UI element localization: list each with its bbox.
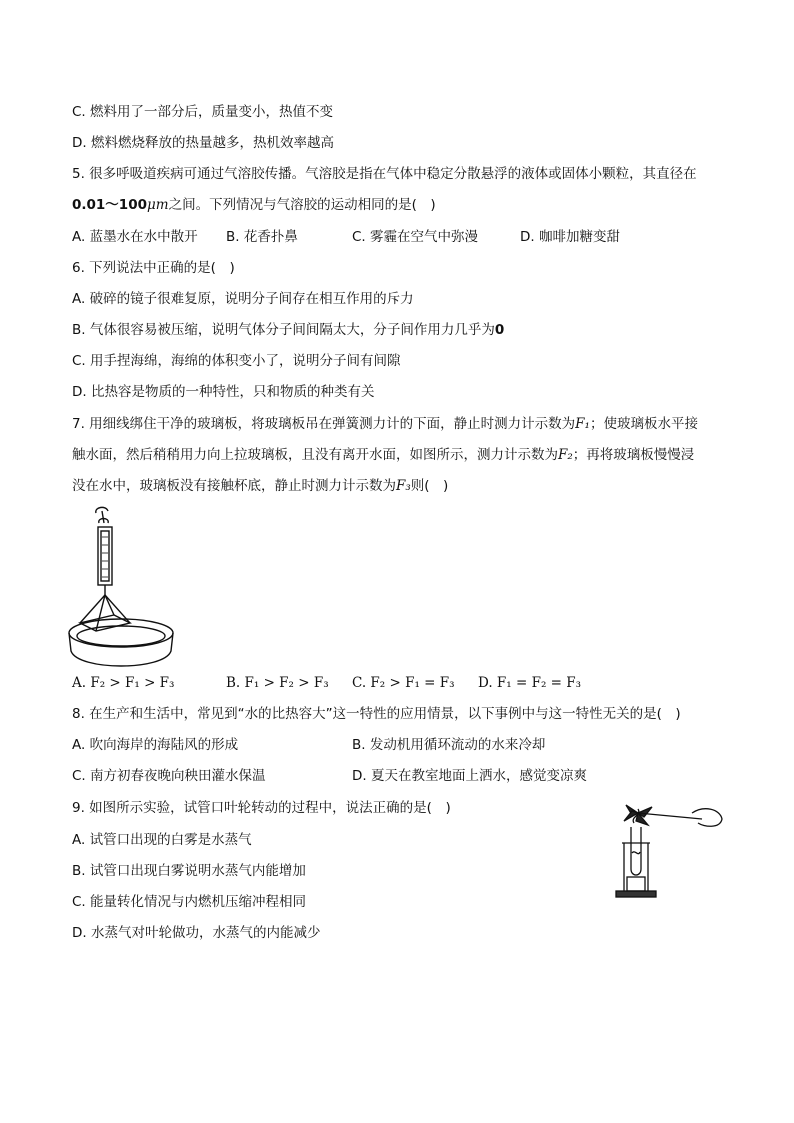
- q8-option-b: B. 发动机用循环流动的水来冷却: [352, 737, 546, 753]
- q6-option-b-text: B. 气体很容易被压缩，说明气体分子间间隔太大，分子间作用力几乎为: [72, 322, 495, 338]
- q8-option-a: A. 吹向海岸的海陆风的形成: [72, 737, 239, 753]
- q7-stem-line1: [72, 414, 698, 434]
- q8-option-c: C. 南方初春夜晚向秧田灌水保温: [72, 768, 266, 784]
- q9-option-c: C. 能量转化情况与内燃机压缩冲程相同: [72, 894, 307, 910]
- q7-l3-tail: 则( ): [410, 478, 449, 494]
- q7-option-d: D. F₁ = F₂ = F₃: [478, 675, 582, 691]
- q7-f3: F₃: [396, 478, 411, 494]
- q9-option-a: A. 试管口出现的白雾是水蒸气: [72, 832, 252, 848]
- q9-option-b: B. 试管口出现白雾说明水蒸气内能增加: [72, 863, 306, 879]
- q6-option-b: [72, 320, 504, 340]
- q7-f2: F₂: [558, 447, 573, 463]
- q4-option-d: D. 燃料燃烧释放的热量越多，热机效率越高: [72, 135, 334, 151]
- q6-option-c: C. 用手捏海绵，海绵的体积变小了，说明分子间有间隙: [72, 353, 401, 369]
- q6-option-d: D. 比热容是物质的一种特性，只和物质的种类有关: [72, 384, 375, 400]
- q5-unit: μm: [147, 197, 169, 213]
- q6-option-b-zero: 0: [494, 322, 505, 338]
- q5-option-a: A. 蓝墨水在水中散开: [72, 229, 198, 245]
- q7-l1-tail: ；使玻璃板水平接: [589, 416, 698, 432]
- q5-option-d: D. 咖啡加糖变甜: [520, 229, 620, 245]
- q4-option-c: C. 燃料用了一部分后，质量变小，热值不变: [72, 104, 334, 120]
- q7-f1: F₁: [575, 416, 590, 432]
- q5-stem-line1: 5. 很多呼吸道疾病可通过气溶胶传播。气溶胶是指在气体中稳定分散悬浮的液体或固体小颗粒，其直径在: [72, 166, 697, 182]
- q7-l3-text: 没在水中，玻璃板没有接触杯底，静止时测力计示数为: [72, 478, 396, 494]
- q5-stem-line2: [72, 195, 436, 215]
- q7-stem-line2: [72, 445, 694, 465]
- q5-range: 0.01～100: [72, 197, 147, 213]
- q5-stem-tail: 之间。下列情况与气溶胶的运动相同的是( ): [168, 197, 436, 213]
- q7-option-c: C. F₂ > F₁ = F₃: [352, 675, 455, 691]
- q5-option-c: C. 雾霾在空气中弥漫: [352, 229, 479, 245]
- q8-option-d: D. 夏天在教室地面上洒水，感觉变凉爽: [352, 768, 587, 784]
- q7-l2-text: 触水面，然后稍稍用力向上拉玻璃板，且没有离开水面，如图所示，测力计示数为: [72, 447, 558, 463]
- q7-option-b: B. F₁ > F₂ > F₃: [226, 675, 329, 691]
- q9-stem: 9. 如图所示实验，试管口叶轮转动的过程中，说法正确的是( ): [72, 800, 451, 816]
- q8-stem: 8. 在生产和生活中，常见到“水的比热容大”这一特性的应用情景，以下事例中与这一特性无关的是( ): [72, 706, 681, 722]
- q7-spring-scale-figure: [66, 505, 176, 670]
- q7-l2-tail: ；再将玻璃板慢慢浸: [572, 447, 695, 463]
- q7-option-a: A. F₂ > F₁ > F₃: [72, 675, 175, 691]
- q9-option-d: D. 水蒸气对叶轮做功，水蒸气的内能减少: [72, 925, 321, 941]
- q9-test-tube-pinwheel-figure: [612, 805, 727, 900]
- q6-option-a: A. 破碎的镜子很难复原，说明分子间存在相互作用的斥力: [72, 291, 414, 307]
- q7-l1-text: 7. 用细线绑住干净的玻璃板，将玻璃板吊在弹簧测力计的下面，静止时测力计示数为: [72, 416, 576, 432]
- q6-stem: 6. 下列说法中正确的是( ): [72, 260, 235, 276]
- q7-stem-line3: [72, 476, 448, 496]
- q5-option-b: B. 花香扑鼻: [226, 229, 298, 245]
